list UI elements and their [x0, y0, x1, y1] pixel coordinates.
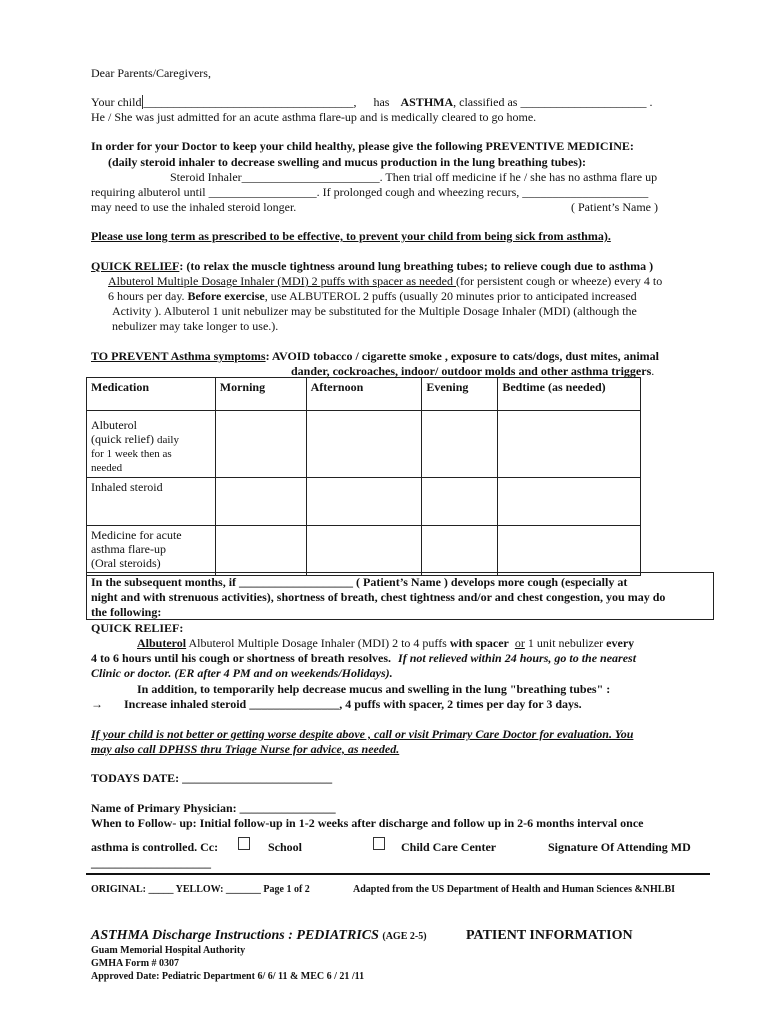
oral-evening[interactable]: [422, 526, 498, 576]
qr2-albuterol: Albuterol: [137, 636, 187, 650]
qr2-every: every: [606, 636, 635, 650]
footer-form: GMHA Form # 0307: [91, 958, 180, 969]
child-name-blank[interactable]: ___________________________________: [143, 95, 354, 109]
preventive-heading: In order for your Doctor to keep your child healthy, please give the following PREVENTIVE MEDICINE:: [91, 139, 634, 153]
qr2-increase-steroid: Increase inhaled steroid _______________, 4 puffs with spacer, 2 times per day for 3 days.: [124, 697, 582, 711]
header-morning: Morning: [215, 378, 306, 411]
medication-table: [86, 377, 641, 576]
med-albuterol-needed: needed: [91, 462, 123, 474]
subsequent-line-1: In the subsequent months, if ___________________ ( Patient’s Name ) develops more cough (especially at: [91, 575, 628, 589]
primary-physician[interactable]: Name of Primary Physician: ________________: [91, 801, 336, 815]
quick-relief-line-2: [108, 289, 637, 304]
arrow-icon: →: [91, 697, 103, 711]
prevent-triggers: dander, cockroaches, indoor/ outdoor molds and other asthma triggers: [291, 364, 652, 378]
prevent-label: TO PREVENT Asthma symptoms: [91, 349, 266, 363]
subsequent-line-2: night and with strenuous activities), shortness of breath, chest tightness and/or and chest congestion, you may do: [91, 590, 666, 604]
table-header-row: [87, 378, 641, 411]
header-afternoon: Afternoon: [306, 378, 422, 411]
child-care-checkbox[interactable]: [373, 837, 385, 853]
med-oral-steroid-3: (Oral steroids): [91, 556, 161, 570]
quick-relief-line-1-rest: (for persistent cough or wheeze) every 4 to: [456, 274, 663, 288]
quick-relief-2-line-2: [91, 651, 636, 666]
patient-name-caption: ( Patient’s Name ): [571, 200, 658, 214]
quick-relief-line-2a: 6 hours per day.: [108, 289, 185, 303]
follow-up: When to Follow- up: Initial follow-up in 1-2 weeks after discharge and follow up in 2-6 months interval once: [91, 816, 644, 830]
steroid-morning[interactable]: [215, 478, 306, 526]
albuterol-evening[interactable]: [422, 411, 498, 478]
footer-original: ORIGINAL: _____ YELLOW: _______ Page 1 of 2: [91, 884, 310, 895]
quick-relief-2-line-1: [137, 636, 634, 651]
footer-adapted: Adapted from the US Department of Health and Human Sciences &NHLBI: [353, 884, 676, 895]
long-term-note: Please use long term as prescribed to be effective, to prevent your child from being sick from asthma).: [91, 229, 611, 243]
header-medication: Medication: [87, 378, 216, 411]
qr2-with-spacer: with spacer: [449, 636, 509, 650]
controlled-cc: asthma is controlled. Cc:: [91, 840, 219, 854]
quick-relief-albuterol-mdi: Albuterol Multiple Dosage Inhaler (MDI) 2 puffs with spacer as needed: [108, 274, 457, 288]
school-label: School: [268, 840, 303, 854]
intro-classified: , classified as: [453, 95, 518, 109]
steroid-afternoon[interactable]: [306, 478, 422, 526]
steroid-bedtime[interactable]: [498, 478, 641, 526]
oral-bedtime[interactable]: [498, 526, 641, 576]
med-oral-steroid-1: Medicine for acute: [91, 528, 182, 542]
classification-blank[interactable]: _____________________: [520, 95, 647, 109]
prevent-period: .: [651, 364, 655, 378]
intro-period: .: [649, 95, 653, 109]
qr2-or: or: [514, 636, 525, 650]
quick-relief-2-line-3: Clinic or doctor. (ER after 4 PM and on weekends/Holidays).: [91, 666, 393, 680]
preventive-subheading: (daily steroid inhaler to decrease swelling and mucus production in the lung breathing tubes):: [108, 155, 586, 169]
quick-relief-line-2c: , use ALBUTEROL 2 puffs (usually 20 minutes prior to anticipated increased: [264, 289, 637, 303]
quick-relief-label: QUICK RELIEF: [91, 259, 180, 273]
qr2-mdi: Albuterol Multiple Dosage Inhaler (MDI) 2 to 4 puffs: [186, 636, 450, 650]
preventive-line-2: requiring albuterol until __________________. If prolonged cough and wheezing recurs, _____________________: [91, 185, 649, 199]
greeting: Dear Parents/Caregivers,: [91, 66, 211, 80]
signature-blank[interactable]: ____________________: [91, 856, 211, 870]
signature-label: Signature Of Attending MD: [548, 840, 691, 854]
footer-org: Guam Memorial Hospital Authority: [91, 945, 246, 956]
qr2-duration: 4 to 6 hours until his cough or shortness of breath resolves.: [91, 651, 392, 665]
before-exercise: Before exercise: [187, 289, 265, 303]
albuterol-bedtime[interactable]: [498, 411, 641, 478]
med-inhaled-steroid: Inhaled steroid: [87, 478, 216, 526]
intro-line-2: He / She was just admitted for an acute asthma flare-up and is medically cleared to go home.: [91, 110, 537, 124]
quick-relief-line-3: Activity ). Albuterol 1 unit nebulizer may be substituted for the Multiple Dosage Inhaler (MDI) (although the: [112, 304, 637, 318]
intro-has: has: [373, 95, 390, 109]
patient-information: PATIENT INFORMATION: [466, 928, 633, 943]
header-bedtime: Bedtime (as needed): [498, 378, 641, 411]
prevent-heading: [91, 349, 659, 364]
table-row: [87, 526, 641, 576]
albuterol-afternoon[interactable]: [306, 411, 422, 478]
table-row: [87, 478, 641, 526]
med-albuterol-daily: daily: [156, 434, 179, 446]
intro-asthma: ASTHMA: [400, 95, 454, 109]
preventive-line-1: Steroid Inhaler_______________________. Then trial off medicine if he / she has no asthma flare up: [170, 170, 658, 184]
quick-relief-2-line-4: In addition, to temporarily help decrease mucus and swelling in the lung "breathing tubes" :: [137, 682, 611, 696]
medication-albuterol-cell: [87, 411, 216, 478]
todays-date[interactable]: TODAYS DATE: _________________________: [91, 771, 333, 785]
intro-child-label: Your child: [91, 95, 142, 109]
footer-approved: Approved Date: Pediatric Department 6/ 6/ 11 & MEC 6 / 21 /11: [91, 971, 365, 982]
child-care-label: Child Care Center: [401, 840, 497, 854]
med-oral-steroid-2: asthma flare-up: [91, 542, 166, 556]
quick-relief-heading: [91, 259, 653, 274]
oral-afternoon[interactable]: [306, 526, 422, 576]
medication-oral-steroid-cell: [87, 526, 216, 576]
school-checkbox[interactable]: [238, 837, 250, 853]
qr2-not-relieved: If not relieved within 24 hours, go to the nearest: [398, 651, 637, 665]
worse-note-line-2: may also call DPHSS thru Triage Nurse for advice, as needed.: [91, 742, 400, 756]
med-albuterol: Albuterol: [91, 418, 137, 432]
albuterol-morning[interactable]: [215, 411, 306, 478]
quick-relief-line-4: nebulizer may take longer to use.).: [112, 319, 279, 333]
qr2-nebulizer: 1 unit nebulizer: [524, 636, 607, 650]
quick-relief-heading-text: : (to relax the muscle tightness around lung breathing tubes; to relieve cough due to asthma ): [179, 259, 654, 273]
oral-morning[interactable]: [215, 526, 306, 576]
quick-relief-line-1: [108, 274, 662, 289]
table-row: [87, 411, 641, 478]
med-albuterol-duration: for 1 week then as: [91, 448, 172, 460]
worse-note-line-1: If your child is not better or getting worse despite above , call or visit Primary Care Doctor for evaluation. You: [91, 727, 634, 741]
header-evening: Evening: [422, 378, 498, 411]
intro-comma: ,: [353, 95, 357, 109]
med-albuterol-note: (quick relief): [91, 432, 154, 446]
form-age: (AGE 2-5): [382, 931, 427, 942]
quick-relief-2-line-5: [91, 697, 582, 712]
intro-line-1: [91, 95, 652, 110]
preventive-line-3: may need to use the inhaled steroid longer.: [91, 200, 297, 214]
footer-divider: [86, 873, 710, 875]
steroid-evening[interactable]: [422, 478, 498, 526]
checkbox-icon: [238, 837, 250, 850]
subsequent-line-3: the following:: [91, 605, 162, 619]
prevent-heading-text: : AVOID tobacco / cigarette smoke , exposure to cats/dogs, dust mites, animal: [265, 349, 659, 363]
checkbox-icon: [373, 837, 385, 850]
form-title: ASTHMA Discharge Instructions : PEDIATRICS: [91, 928, 379, 943]
quick-relief-2-label: QUICK RELIEF:: [91, 621, 184, 635]
